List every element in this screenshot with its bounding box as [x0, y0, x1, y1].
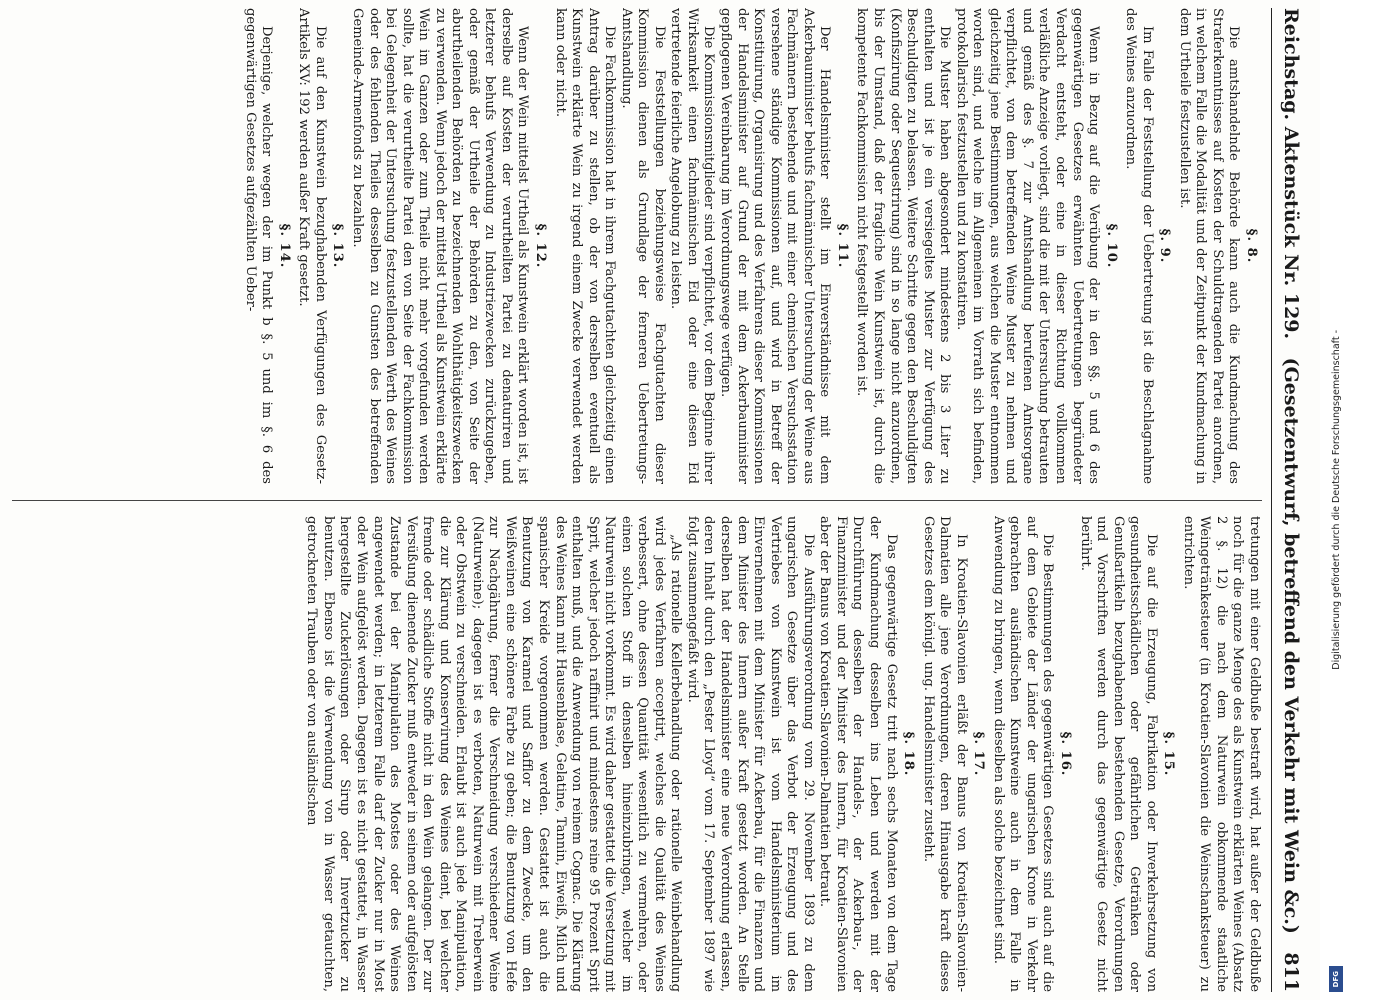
paragraph: tretungen mit einer Geldbuße bestraft wird, hat außer der Geldbuße noch für die ganze Menge des als Kunstwein erklärten Weines (Absatz 2 §. 12) die nach dem Naturwein obkommende staatliche Weingetränkesteuer (in Kroatien-Slavonien die Weinschanksteuer) zu entrichten. — [1180, 516, 1262, 992]
section-heading: §. 10. — [1103, 223, 1119, 269]
paragraph: Der Handelsminister stellt im Einverständnisse mit dem Ackerbauminister behufs fachmännischer Untersuchung der Weine aus Fachmännern bestehende und mit einer chemischen Versuchsstation versehene ständige Kommissionen auf, und wird in Betreff der Konstituirung, Organisirung und des Verfahrens dieser Kommissionen der Handelsminister auf Grund der mit dem Ackerbauminister gepflogenen Vereinbarung im Verordnungswege verfügen. — [718, 8, 833, 484]
section-heading: §. 17. — [971, 731, 987, 777]
paragraph: Die Feststellungen beziehungsweise Fachgutachten dieser Kommission dienen als Grundlage der ferneren Uebertretungs-Amtshandlung. — [618, 8, 667, 484]
section-heading: §. 8. — [1244, 228, 1259, 264]
column-divider — [12, 500, 1262, 501]
dfg-logo-icon — [1329, 966, 1343, 992]
paragraph: Derjenige, welcher wegen der im Punkt b §. 5 und im §. 6 des gegenwärtigen Gesetzes aufgezählten Ueber- — [242, 8, 275, 484]
paragraph: Die auf die Erzeugung, Fabrikation oder Inverkehrsetzung von gesundheitsschädlichen oder gefährlichen Getränken oder Genußartikeln bezughabenden bestehenden Gesetze, Verordnungen und Vorschriften werden durch das gegenwärtige Gesetz nicht berührt. — [1077, 516, 1159, 992]
section-heading: §. 11. — [834, 223, 850, 269]
section-heading: §. 9. — [1157, 228, 1173, 264]
paragraph: Die Bestimmungen des gegenwärtigen Gesetzes sind auch auf die auf dem Gebiete der Länder der ungarischen Krone in Verkehr gebrachten ausländischen Kunstweine auch in dem Falle in Anwendung zu bringen, wenn dieselben als solche bezeichnet sind. — [990, 516, 1056, 992]
dfg-logo-text: DFG — [1332, 970, 1340, 988]
page-number: 811 — [1280, 952, 1302, 992]
header-subtitle: (Gesetzentwurf, betreffend den Verkehr mit Wein &c.) — [1280, 357, 1302, 934]
paragraph: Im Falle der Feststellung der Uebertretung ist die Beschlagnahme des Weines anzuordnen. — [1123, 8, 1155, 484]
running-header — [1276, 8, 1306, 992]
paragraph: Wenn in Bezug auf die Verübung der in den §§. 5 und 6 des gegenwärtigen Gesetzes erwähnten Uebertretungen begründeter Verdacht entsteht, oder eine in dieser Richtung vollkommen verläßliche Anzeige vorliegt, sind die mit der Untersuchung betrauten und gemäß des §. 7 zur Amtshandlung berufenen Amtsorgane verpflichtet, von dem betreffenden Weine Muster zu nehmen und gleichzeitig jene Bestimmungen, aus welchen die Muster entnommen worden sind, und welche im Allgemeinen im Vorrath sich befinden, protokollarisch festzustellen und zu konstatiren. — [953, 8, 1102, 484]
paragraph: Das gegenwärtige Gesetz tritt nach sechs Monaten von dem Tage der Kundmachung desselben ins Leben und werden mit der Durchführung desselben der Handels-, der Ackerbau-, der Finanzminister und der Minister des Innern, für Kroatien-Slavonien aber der Banus von Kroatien-Slavonien-Dalmatien betraut. — [817, 516, 899, 992]
right-column — [12, 516, 1262, 992]
section-heading: §. 18. — [901, 731, 917, 777]
section-heading: §. 16. — [1057, 731, 1073, 777]
section-heading: §. 12. — [533, 223, 549, 269]
paragraph: Die amtshandelnde Behörde kann auch die Kundmachung des Straferkenntnisses auf Kosten der Schuldtragenden Partei anordnen, in welchem Falle die Modalität und der Zeitpunkt der Kundmachung in dem Urtheile festzustellen ist. — [1176, 8, 1242, 484]
paragraph: Die Kommissionsmitglieder sind verpflichtet, vor dem Beginne ihrer Wirksamkeit einen fachmännischen Eid oder eine diesen Eid vertretende feierliche Angelobung zu leisten. — [668, 8, 717, 484]
header-rule — [1271, 8, 1272, 992]
section-heading: §. 13. — [330, 223, 346, 269]
paragraph: Die Ausführungsverordnung vom 29. November 1893 zu dem ungarischen Gesetze über das Verbot der Erzeugung und des Vertriebes von Kunstwein ist vom Handelsministerium im Einvernehmen mit dem Minister für Ackerbau, für die Finanzen und dem Minister des Innern außer Kraft gesetzt worden. An Stelle derselben hat der Handelsminister eine neue Verordnung erlassen, deren Inhalt durch den „Pester Lloyd“ vom 17. September 1897 wie folgt zusammengefaßt wird. — [684, 516, 816, 992]
paragraph: Die Fachkommission hat in ihrem Fachgutachten gleichzeitig einen Antrag darüber zu stellen, ob der von derselben eventuell als Kunstwein erklärte Wein zu irgend einem Zwecke verwendet werden kann oder nicht. — [552, 8, 618, 484]
digitization-note-text: Digitalisierung gefördert durch die Deutsche Forschungsgemeinschaft - — [1330, 330, 1342, 670]
paragraph: In Kroatien-Slavonien erläßt der Banus von Kroatien-Slavonien-Dalmatien alle jene Verordnungen, deren Hinausgabe kraft dieses Gesetzes dem königl. ung. Handelsminister zusteht. — [920, 516, 969, 992]
paragraph: Die Muster haben abgesondert mindestens 2 bis 3 Liter zu enthalten und ist je ein versiegeltes Muster zur Verfügung des Beschuldigten zu belassen. Weitere Schritte gegen den Beschuldigten (Konfiszirung oder Sequestrirung) sind in so lange nicht anzuordnen, bis der Umstand, daß der fragliche Wein Kunstwein ist, durch die kompetente Fachkommission nicht festgestellt worden ist. — [854, 8, 953, 484]
paragraph: Wenn der Wein mittelst Urtheil als Kunstwein erklärt worden ist, ist derselbe auf Kosten der verurtheilten Partei zu denaturiren und letzterer behufs Verwendung zu Industriezwecken zurückzugeben, oder gemäß der Urtheile der Behörden zu den, von Seite der aburtheilenden Behörden zu bezeichnenden Wohlthätigkeitszwecken zu verwenden. Wenn jedoch der mittelst Urtheil als Kunstwein erklärte Wein im Ganzen oder zum Theile nicht mehr vorgefunden werden sollte, hat die verurtheilte Partei den von Seite der Fachkommission bei Gelegenheit der Untersuchung festzustellenden Werth des Weines oder des fehlenden Theiles desselben zu Gunsten des betreffenden Gemeinde-Armenfonds zu bezahlen. — [350, 8, 531, 484]
section-heading: §. 15. — [1161, 731, 1177, 777]
paragraph: Die auf den Kunstwein bezughabenden Verfügungen des Gesetz-Artikels XV: 192 werden außer Kraft gesetzt. — [296, 8, 328, 484]
paragraph: „Als rationelle Kellerbehandlung oder rationelle Weinbehandlung wird jedes Verfahren acceptirt, welches die Qualität des Weines verbessert, ohne dessen Quantität wesentlich zu vermehren, oder einen solchen Stoff in denselben hineinzubringen, welcher im Naturwein nicht vorkommt. Es wird daher gestattet die Versetzung mit Sprit, welcher jedoch raffinirt und mindestens reine 95 Prozent Sprit enthalten muß, und die Anwendung von reinem Cognac. Die Klärung des Weines kann mit Hausenblase, Gelatine, Tannin, Eiweiß, Milch und spanischer Kreide vorgenommen werden. Gestattet ist auch die Benutzung von Karamel und Safflor zu dem Zwecke, um den Weißweinen eine schönere Farbe zu geben; die Benutzung von Hefe zur Nachgährung, ferner die Verschneidung verschiedener Weine (Naturweine); dagegen ist es verboten, Naturwein mit Treberwein oder Obstwein zu verschneiden. Erlaubt ist auch jede Manipulation, die zur Klärung und Konservirung des Weines dient, bei welcher fremde oder schädliche Stoffe nicht in den Wein gelangen. Der zur Versüßung dienende Zucker muß entweder in seinem oder aufgelösten Zustande bei der Manipulation des Mostes oder des Weines angewendet werden; in letzterem Falle darf der Zucker nur in Most oder Wein aufgelöst werden. Dagegen ist es nicht gestattet, in Wasser hergestellte Zuckerlösungen oder Sirup oder Invertzucker zu benutzen. Ebenso ist die Verwendung von in Wasser getauchten, getrockneten Trauben oder von ausländischen — [304, 516, 684, 992]
header-title: Reichstag. Aktenstück Nr. 129. — [1280, 8, 1302, 340]
section-heading: §. 14. — [276, 223, 292, 269]
left-column — [12, 8, 1262, 484]
digitization-note — [1328, 0, 1344, 1000]
